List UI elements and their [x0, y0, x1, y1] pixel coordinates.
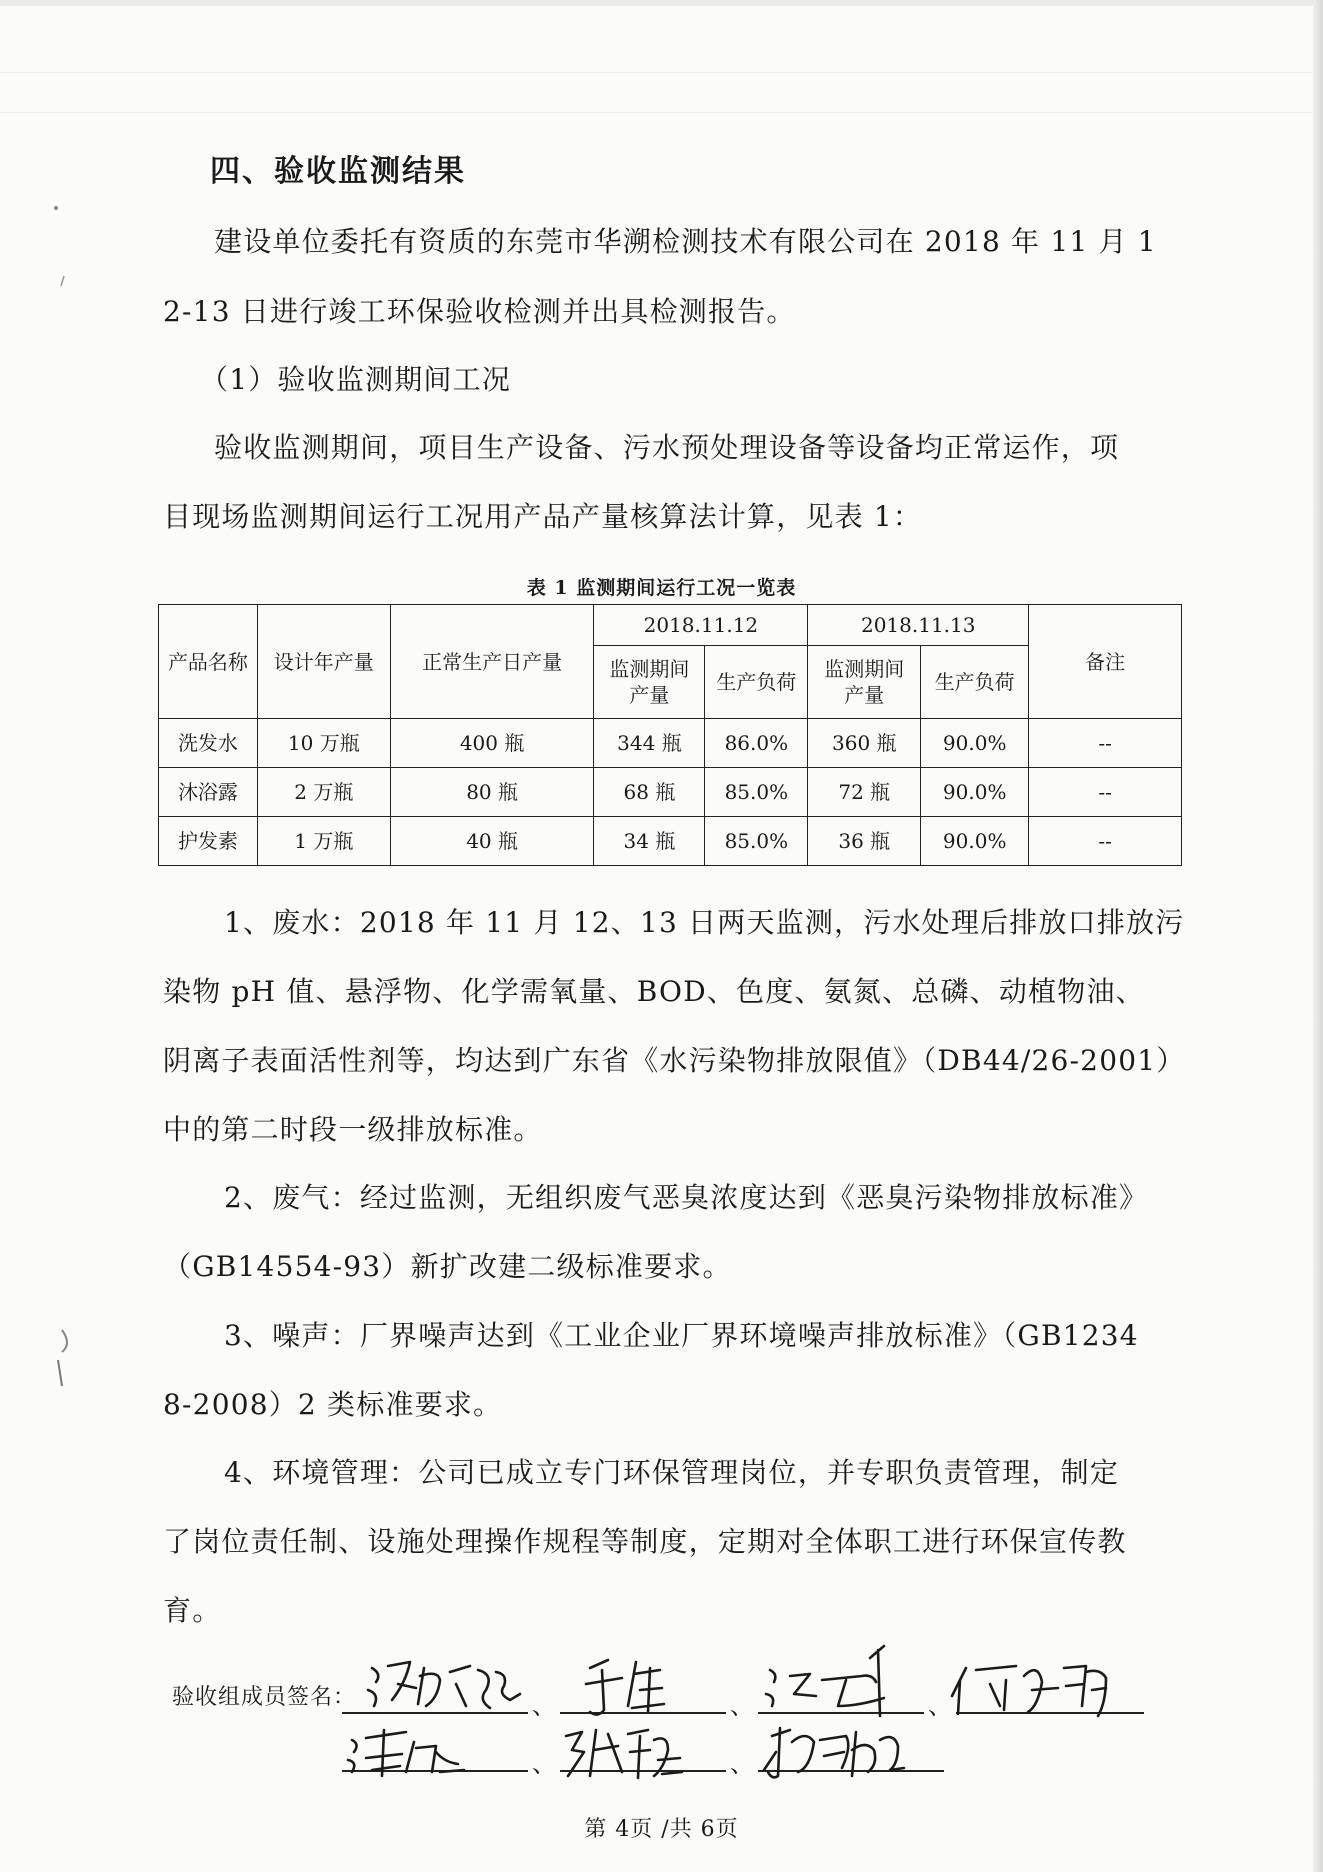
scan-marks — [46, 200, 116, 1400]
cell-output-2: 360 瓶 — [808, 719, 921, 768]
cell-design: 2 万瓶 — [257, 768, 390, 817]
header-output-2: 监测期间产量 — [808, 646, 921, 719]
intro-line: 2-13 日进行竣工环保验收检测并出具检测报告。 — [163, 295, 796, 328]
table-row — [159, 719, 1182, 768]
cell-output-2: 72 瓶 — [808, 768, 921, 817]
header-load-2: 生产负荷 — [921, 646, 1029, 719]
cell-output-1: 68 瓶 — [594, 768, 705, 817]
page-number: 第 4页 /共 6页 — [584, 1817, 739, 1842]
signature-line — [758, 1712, 924, 1714]
header-output-1: 监测期间产量 — [594, 646, 705, 719]
cell-output-1: 34 瓶 — [594, 817, 705, 866]
signature-line — [956, 1712, 1144, 1714]
cell-normal: 80 瓶 — [390, 768, 594, 817]
table-header-row — [159, 605, 1182, 646]
table-caption: 表 1 监测期间运行工况一览表 — [526, 577, 797, 599]
signature-line — [758, 1770, 944, 1772]
cell-design: 10 万瓶 — [257, 719, 390, 768]
cell-load-2: 90.0% — [921, 719, 1029, 768]
header-date-2: 2018.11.13 — [808, 605, 1029, 646]
header-load-1: 生产负荷 — [705, 646, 808, 719]
operating-conditions-table — [158, 604, 1182, 866]
management-line: 了岗位责任制、设施处理操作规程等制度，定期对全体职工进行环保宣传教 — [163, 1525, 1127, 1558]
noise-line: 3、噪声：厂界噪声达到《工业企业厂界环境噪声排放标准》（GB1234 — [224, 1319, 1139, 1352]
cell-normal: 40 瓶 — [390, 817, 594, 866]
subsection-heading: （1）验收监测期间工况 — [200, 363, 512, 396]
exhaust-line: （GB14554-93）新扩改建二级标准要求。 — [163, 1250, 732, 1283]
cell-design: 1 万瓶 — [257, 817, 390, 866]
table-row — [159, 768, 1182, 817]
cell-product: 沐浴露 — [159, 768, 258, 817]
cell-load-2: 90.0% — [921, 768, 1029, 817]
cell-remark: -- — [1029, 817, 1182, 866]
signature-separator: 、 — [928, 1692, 952, 1720]
scan-artifact — [0, 72, 1313, 73]
cell-load-2: 90.0% — [921, 817, 1029, 866]
paragraph-line: 目现场监测期间运行工况用产品产量核算法计算，见表 1： — [163, 500, 923, 533]
management-line: 4、环境管理：公司已成立专门环保管理岗位，并专职负责管理，制定 — [224, 1456, 1120, 1489]
cell-load-1: 86.0% — [705, 719, 808, 768]
scan-artifact — [0, 112, 1313, 113]
header-product: 产品名称 — [159, 605, 258, 719]
wastewater-line: 阴离子表面活性剂等，均达到广东省《水污染物排放限值》（DB44/26-2001） — [163, 1044, 1186, 1077]
cell-normal: 400 瓶 — [390, 719, 594, 768]
section-title: 四、验收监测结果 — [210, 154, 466, 189]
signature-separator: 、 — [532, 1692, 556, 1720]
cell-load-1: 85.0% — [705, 768, 808, 817]
management-line: 育。 — [163, 1594, 222, 1627]
header-design-output: 设计年产量 — [257, 605, 390, 719]
signature-line — [560, 1712, 726, 1714]
scan-edge-top — [0, 0, 1323, 6]
scan-edge-right — [1313, 0, 1323, 1872]
noise-line: 8-2008）2 类标准要求。 — [163, 1388, 503, 1421]
signature-line — [560, 1770, 726, 1772]
cell-product: 护发素 — [159, 817, 258, 866]
cell-load-1: 85.0% — [705, 817, 808, 866]
cell-remark: -- — [1029, 768, 1182, 817]
wastewater-line: 染物 pH 值、悬浮物、化学需氧量、BOD、色度、氨氮、总磷、动植物油、 — [163, 975, 1145, 1008]
signature-label: 验收组成员签名： — [172, 1685, 357, 1710]
exhaust-line: 2、废气：经过监测，无组织废气恶臭浓度达到《恶臭污染物排放标准》 — [224, 1181, 1149, 1214]
paragraph-line: 验收监测期间，项目生产设备、污水预处理设备等设备均正常运作，项 — [214, 431, 1120, 464]
cell-output-1: 344 瓶 — [594, 719, 705, 768]
signature-separator: 、 — [730, 1692, 754, 1720]
wastewater-line: 1、废水：2018 年 11 月 12、13 日两天监测，污水处理后排放口排放污 — [224, 906, 1185, 939]
cell-product: 洗发水 — [159, 719, 258, 768]
header-normal-daily: 正常生产日产量 — [390, 605, 594, 719]
intro-line: 建设单位委托有资质的东莞市华溯检测技术有限公司在 2018 年 11 月 1 — [214, 225, 1157, 258]
signature-line — [342, 1770, 528, 1772]
signature-line — [342, 1712, 528, 1714]
table-row — [159, 817, 1182, 866]
signature-separator: 、 — [532, 1750, 556, 1778]
cell-output-2: 36 瓶 — [808, 817, 921, 866]
cell-remark: -- — [1029, 719, 1182, 768]
header-remark: 备注 — [1029, 605, 1182, 719]
signature-separator: 、 — [730, 1750, 754, 1778]
wastewater-line: 中的第二时段一级排放标准。 — [163, 1113, 543, 1146]
header-date-1: 2018.11.12 — [594, 605, 808, 646]
